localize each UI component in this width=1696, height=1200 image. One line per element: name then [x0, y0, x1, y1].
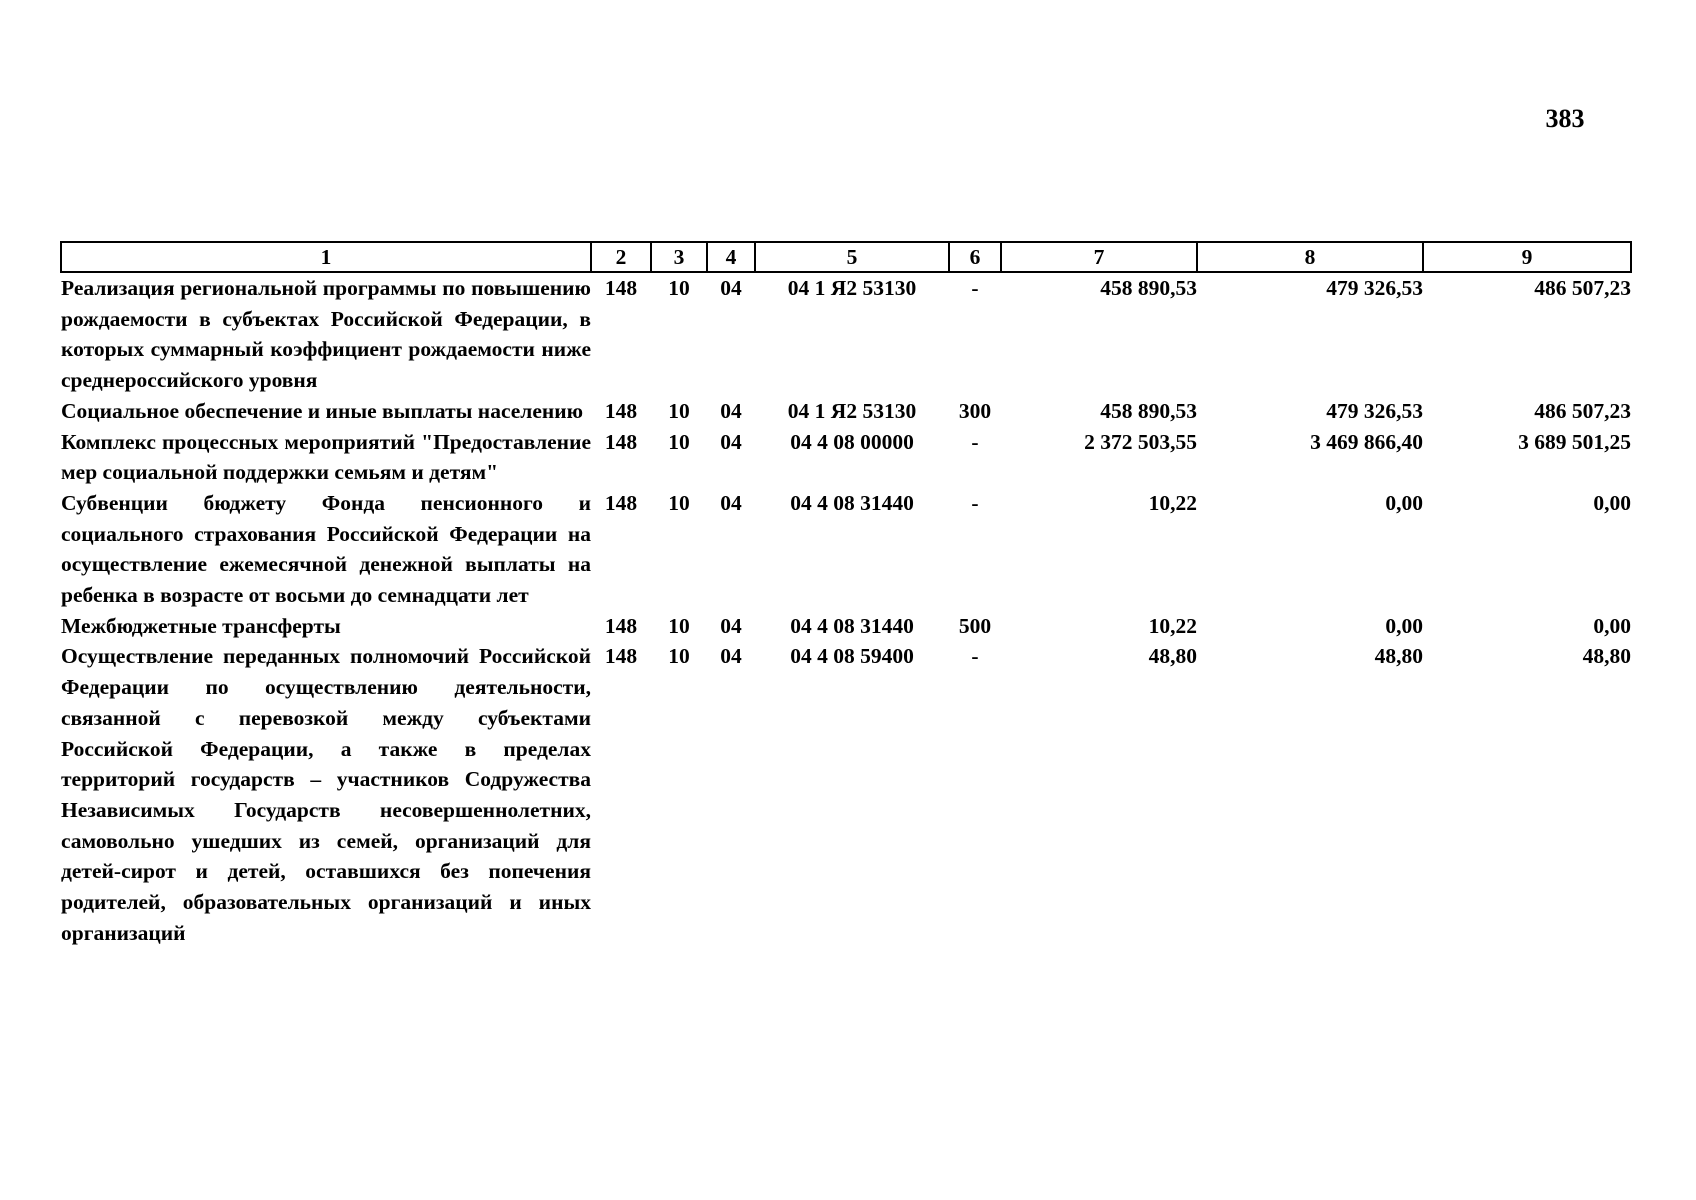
row-col-6: -	[971, 644, 979, 669]
row-col-5: 04 4 08 00000	[790, 429, 914, 454]
row-col-7: 10,22	[1148, 490, 1197, 515]
row-col-8: 479 326,53	[1326, 276, 1423, 300]
table-row	[61, 396, 1631, 427]
row-col-4: 04	[720, 490, 742, 515]
header-col-3: 3	[651, 242, 707, 272]
row-col-5: 04 1 Я2 53130	[787, 276, 917, 300]
row-col-6: 500	[958, 613, 992, 638]
row-col-2: 148	[604, 276, 638, 300]
row-col-3: 10	[668, 276, 690, 300]
row-name: Реализация региональной программы по повышению рождаемости в субъектах Российской Федерации, в которых суммарный коэффициент рождаемости ниже среднероссийского уровня	[61, 276, 591, 393]
row-col-4: 04	[720, 613, 742, 638]
page-number: 383	[1545, 104, 1585, 133]
header-col-6: 6	[949, 242, 1001, 272]
row-col-2: 148	[604, 644, 638, 669]
row-col-8: 479 326,53	[1326, 398, 1423, 423]
row-col-5: 04 1 Я2 53130	[787, 398, 917, 423]
header-col-8: 8	[1197, 242, 1423, 272]
row-col-2: 148	[604, 490, 638, 515]
row-col-7: 458 890,53	[1100, 398, 1197, 423]
row-col-4: 04	[720, 276, 742, 300]
header-col-9: 9	[1423, 242, 1631, 272]
header-col-7: 7	[1001, 242, 1197, 272]
row-col-8: 3 469 866,40	[1310, 429, 1423, 454]
row-name: Межбюджетные трансферты	[61, 613, 341, 638]
row-col-7: 48,80	[1148, 644, 1197, 669]
row-col-3: 10	[668, 398, 690, 423]
row-col-3: 10	[668, 490, 690, 515]
row-col-5: 04 4 08 31440	[790, 613, 914, 638]
row-col-6: -	[971, 429, 979, 454]
table-row	[61, 272, 1631, 396]
row-col-5: 04 4 08 31440	[790, 490, 914, 515]
row-col-9: 486 507,23	[1534, 276, 1631, 300]
row-col-9: 48,80	[1582, 644, 1631, 669]
row-col-2: 148	[604, 429, 638, 454]
row-col-8: 0,00	[1385, 613, 1423, 638]
row-name: Комплекс процессных мероприятий "Предоставление мер социальной поддержки семьям и детям"	[61, 429, 591, 485]
row-col-9: 486 507,23	[1534, 398, 1631, 423]
row-col-8: 0,00	[1385, 490, 1423, 515]
row-col-5: 04 4 08 59400	[790, 644, 914, 669]
row-name: Субвенции бюджету Фонда пенсионного и социального страхования Российской Федерации на осуществление ежемесячной денежной выплаты на ребенка в возрасте от восьми до семнадцати лет	[61, 490, 591, 608]
row-col-9: 0,00	[1593, 613, 1631, 638]
header-col-4: 4	[707, 242, 755, 272]
header-row	[61, 242, 1631, 272]
table-row	[61, 427, 1631, 488]
row-col-6: 300	[958, 398, 992, 423]
row-col-4: 04	[720, 644, 742, 669]
header-col-5: 5	[755, 242, 949, 272]
row-col-4: 04	[720, 398, 742, 423]
row-col-9: 3 689 501,25	[1518, 429, 1631, 454]
header-col-2: 2	[591, 242, 651, 272]
row-col-7: 458 890,53	[1100, 276, 1197, 300]
table-row	[61, 611, 1631, 642]
row-col-2: 148	[604, 398, 638, 423]
row-col-4: 04	[720, 429, 742, 454]
table-row	[61, 488, 1631, 611]
row-col-6: -	[971, 490, 979, 515]
row-col-7: 10,22	[1148, 613, 1197, 638]
row-col-2: 148	[604, 613, 638, 638]
row-col-6: -	[971, 276, 979, 300]
table-row	[61, 641, 1631, 948]
header-col-1: 1	[61, 242, 591, 272]
row-col-7: 2 372 503,55	[1084, 429, 1197, 454]
budget-table	[60, 241, 1632, 948]
row-col-3: 10	[668, 613, 690, 638]
row-name: Социальное обеспечение и иные выплаты населению	[61, 398, 584, 423]
row-col-3: 10	[668, 644, 690, 669]
row-col-3: 10	[668, 429, 690, 454]
row-name: Осуществление переданных полномочий Российской Федерации по осуществлению деятельности, связанной с перевозкой между субъектами Российской Федерации, а также в пределах территорий государств – участников Содружества Независимых Государств несовершеннолетних, самовольно ушедших из семей, организаций для детей-сирот и детей, оставшихся без попечения родителей, образовательных организаций и иных организаций	[61, 644, 591, 945]
row-col-8: 48,80	[1374, 644, 1423, 669]
row-col-9: 0,00	[1593, 490, 1631, 515]
